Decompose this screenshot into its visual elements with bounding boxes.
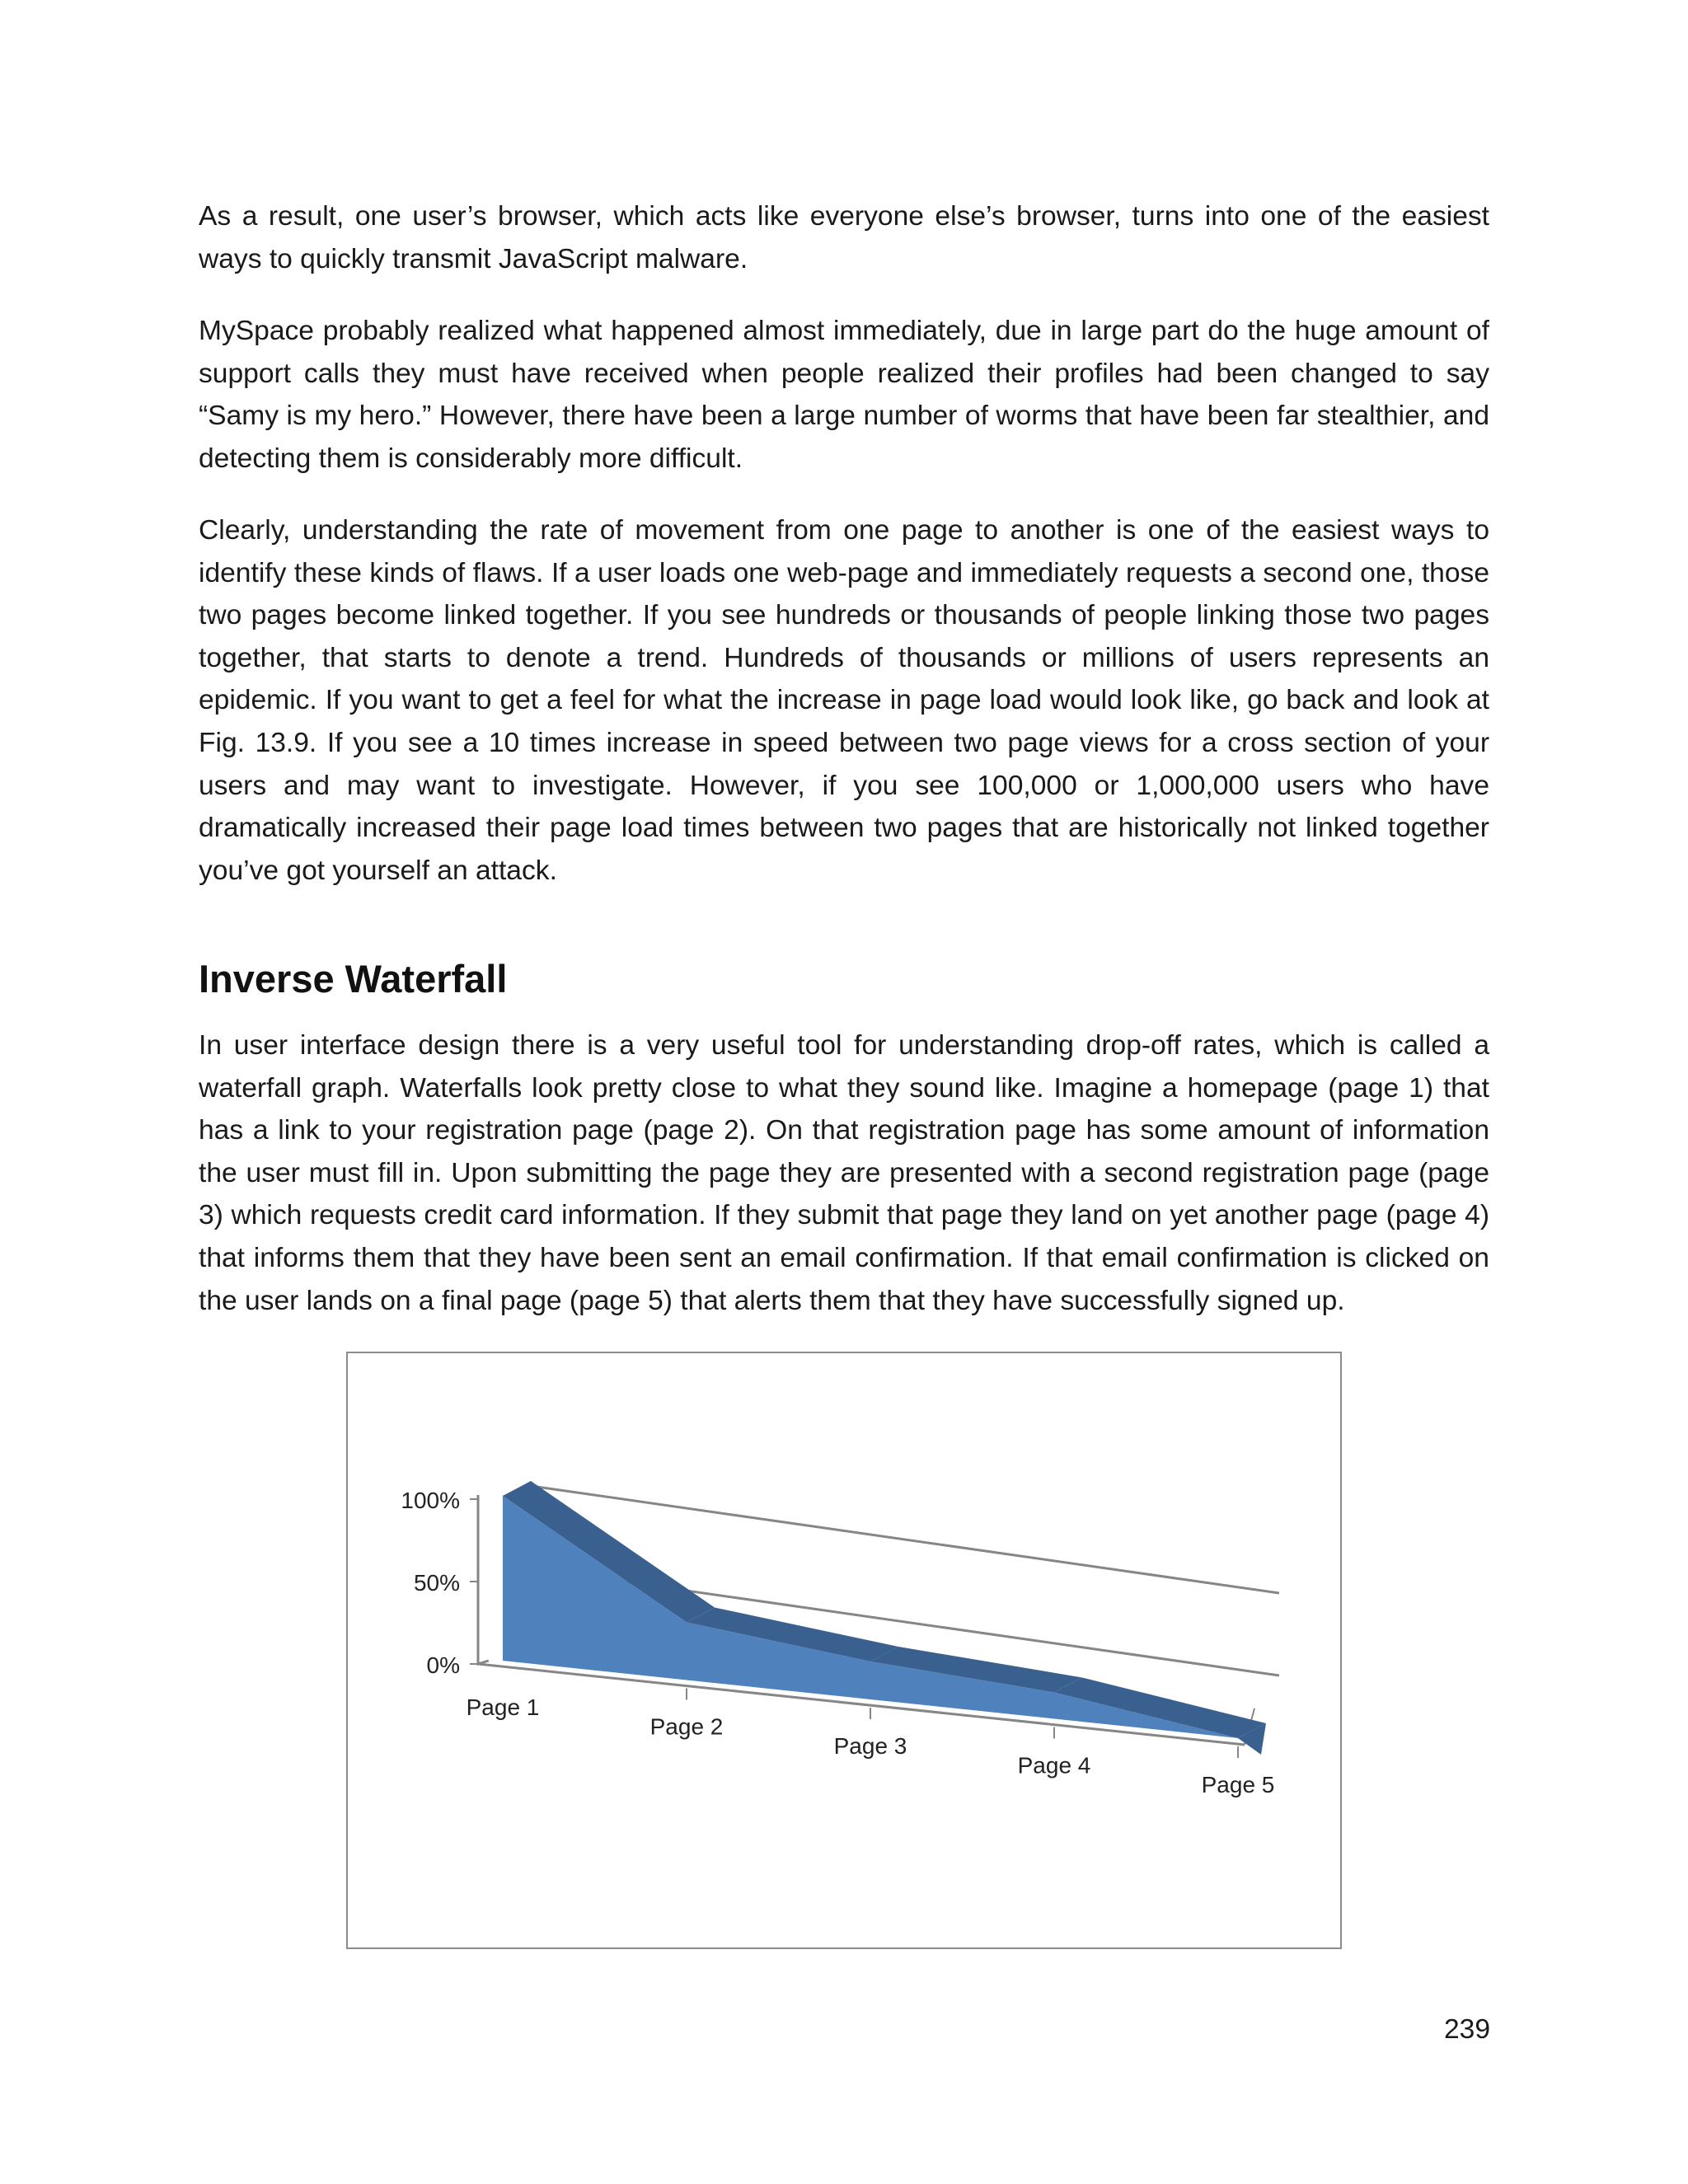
y-tick-label-0: 0% [426,1652,460,1678]
y-tick-label-1: 50% [413,1570,460,1596]
paragraph-browser-malware: As a result, one user’s browser, which acts like everyone else’s browser, turns into one of the easiest ways to quickly transmit JavaScript malware. [199,201,1489,274]
paragraph-myspace-samy: MySpace probably realized what happened almost immediately, due in large part do the huge amount of support calls they must have received when people realized their profiles had been changed to say “Samy is my hero.” However, there have been a large number of worms that have been far stealthier, and detecting them is considerably more difficult. [199,316,1489,474]
data-point-3 [870,1661,871,1662]
paragraph-rate-of-movement: Clearly, understanding the rate of movement from one page to another is one of the easiest ways to identify these kinds of flaws. If a user loads one web-page and immediately requests a second one, those two pages become linked together. If you see hundreds or thousands of people linking those two pages together, that starts to denote a trend. Hundreds of thousands or millions of users represents an epidemic. If you want to get a feel for what the increase in page load would look like, go back and look at Fig. 13.9. If you see a 10 times increase in speed between two page views for a cross section of your users and may want to investigate. However, if you see 100,000 or 1,000,000 users who have dramatically increased their page load times between two pages that are historically not linked together you’ve got yourself an attack. [199,515,1489,886]
waterfall-chart-figure [346,1352,1342,1949]
section-heading: Inverse Waterfall [199,957,508,1001]
waterfall-chart [348,1353,1343,1951]
data-point-1 [503,1496,504,1497]
page-number: 239 [1443,2014,1490,2045]
x-tick-label-3: Page 3 [833,1733,907,1759]
y-axis-line [478,1495,489,1664]
data-point-4 [1054,1692,1055,1693]
x-tick-label-4: Page 4 [1017,1752,1091,1779]
data-point-5 [1238,1738,1239,1739]
x-tick-label-2: Page 2 [649,1713,724,1740]
paragraph-waterfall-intro: In user interface design there is a very useful tool for understanding drop-off rates, which is called a waterfall graph. Waterfalls look pretty close to what they sound like. Imagine a homepage (page 1) that has a link to your registration page (page 2). On that registration page has some amount of information the user must fill in. Upon submitting the page they are presented with a second registration page (page 3) which requests credit card information. If they submit that page they land on yet another page (page 4) that informs them that they have been sent an email confirmation. If that email confirmation is clicked on the user lands on a final page (page 5) that alerts them that they have successfully signed up. [199,1030,1489,1316]
y-tick-label-2: 100% [401,1488,460,1513]
x-tick-label-5: Page 5 [1201,1772,1275,1797]
x-tick-label-1: Page 1 [466,1694,540,1720]
